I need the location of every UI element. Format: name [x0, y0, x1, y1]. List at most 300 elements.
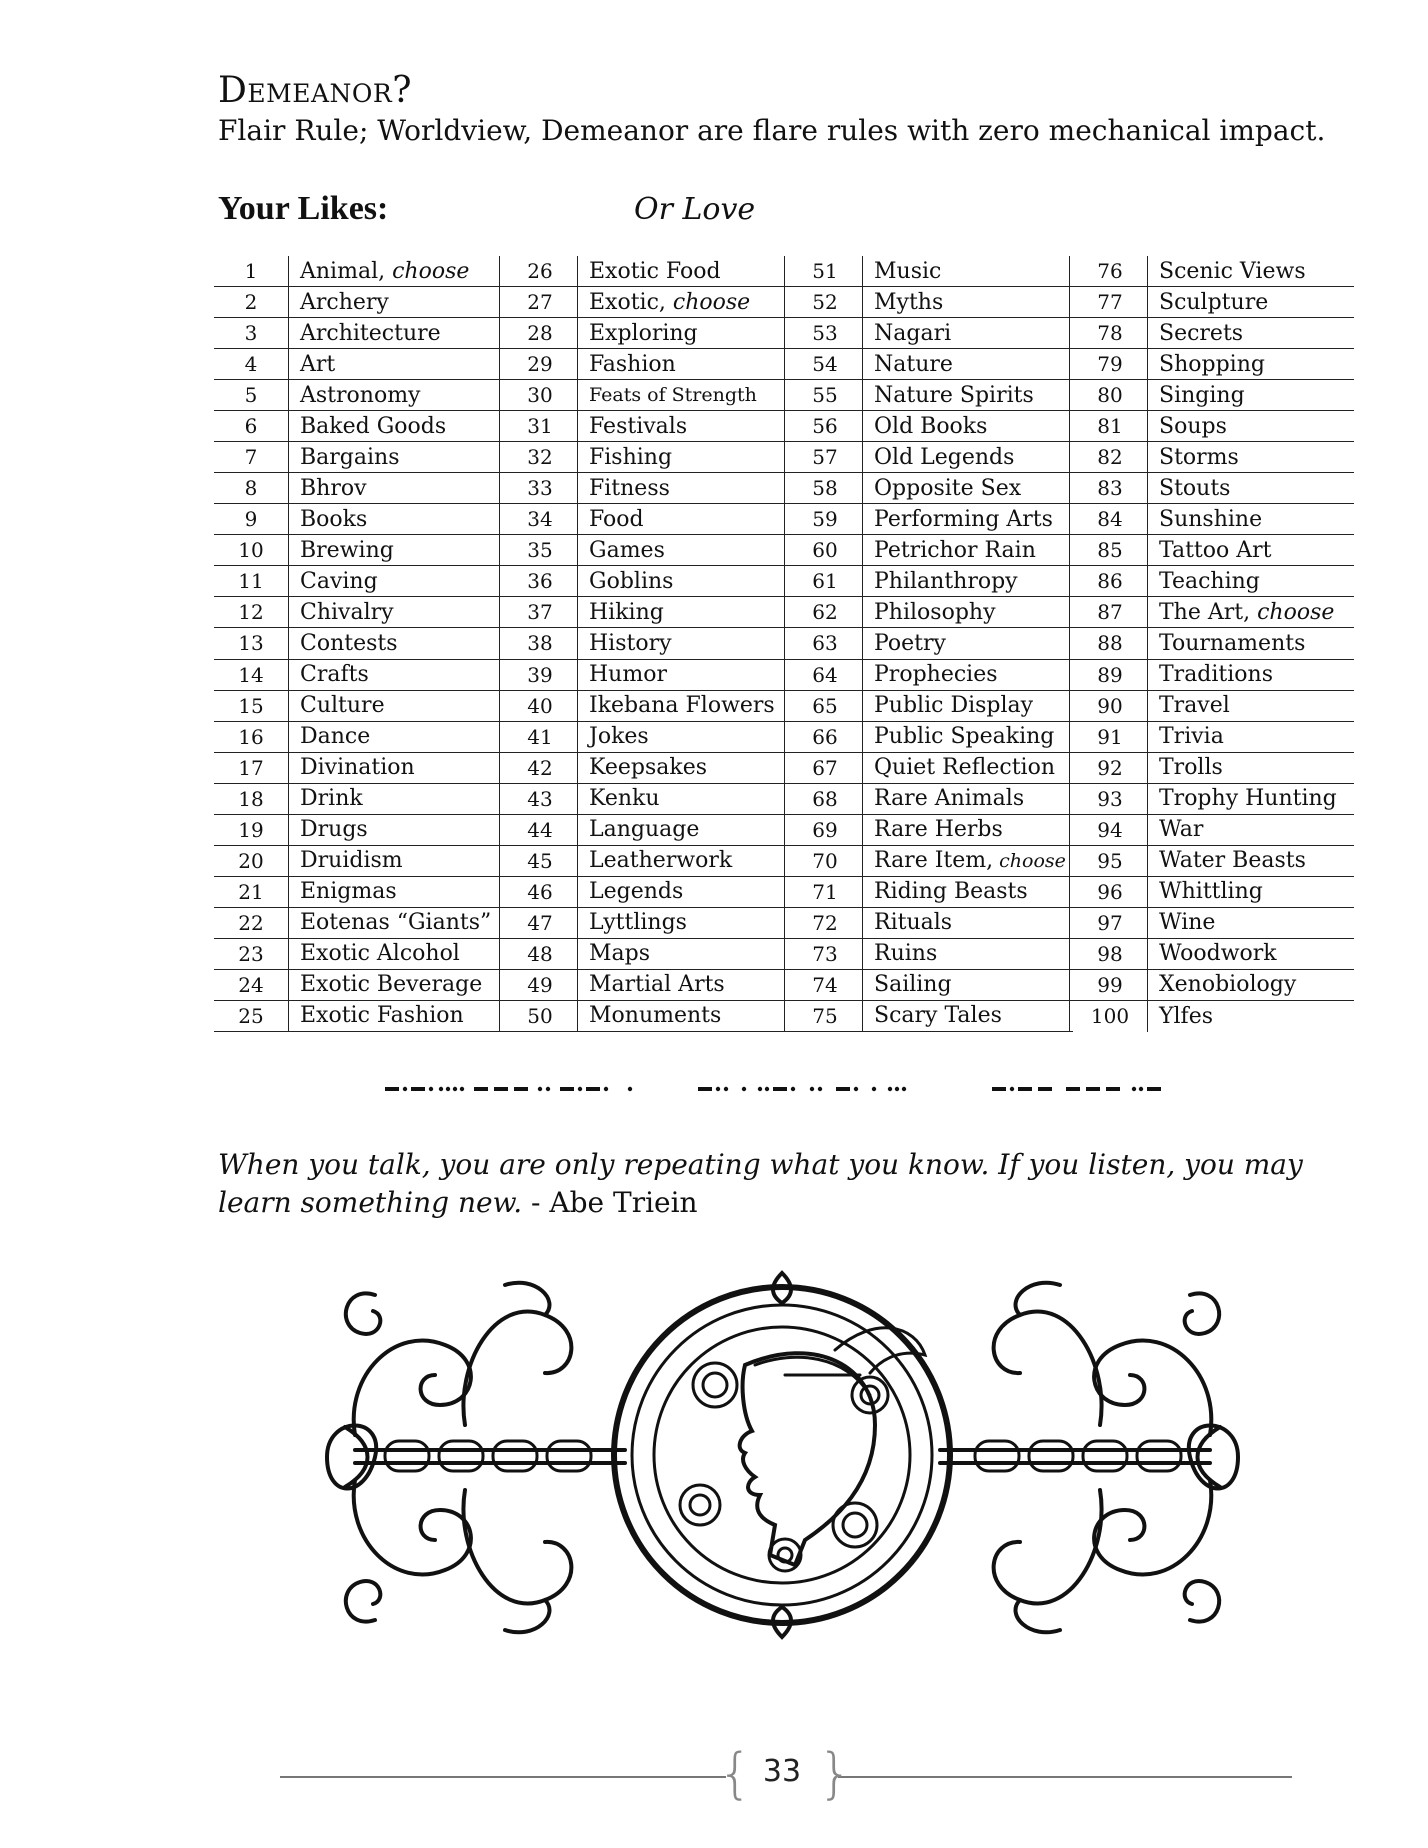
like-number: 100: [1090, 1004, 1130, 1029]
like-label-text: Opposite Sex: [874, 475, 1022, 501]
like-label: [288, 535, 394, 565]
page-number: 33: [762, 1754, 802, 1789]
like-label-text: Ruins: [874, 941, 938, 967]
right-brace-icon: }: [818, 1742, 853, 1805]
like-number: 45: [527, 848, 553, 873]
like-number: 76: [1097, 259, 1123, 284]
like-label: [288, 473, 367, 503]
like-label: [577, 411, 687, 441]
like-label: [577, 877, 683, 907]
like-label: [288, 504, 367, 534]
or-love-subtitle: Or Love: [634, 192, 756, 227]
table-row: [214, 784, 503, 815]
like-number: 64: [812, 662, 838, 687]
like-label-text: Fitness: [589, 475, 670, 501]
like-label: [288, 628, 398, 658]
table-row: [1073, 753, 1354, 784]
like-label: [288, 939, 460, 969]
table-row: [1073, 287, 1354, 318]
table-row: [214, 318, 503, 349]
likes-table: [214, 256, 1354, 1032]
table-row: [1073, 939, 1354, 970]
quote-text: When you talk, you are only repeating what you know. If you listen, you may learn something new.: [218, 1148, 1303, 1219]
like-label-text: Contests: [300, 630, 398, 656]
like-number: 36: [527, 569, 553, 594]
table-row: [1073, 349, 1354, 380]
like-number: 92: [1097, 755, 1123, 780]
like-label-text: Ylfes: [1159, 1003, 1214, 1029]
like-label: [577, 597, 664, 627]
table-row: [503, 722, 788, 753]
like-number: 41: [527, 724, 553, 749]
table-row: [788, 753, 1073, 784]
like-number: 80: [1097, 383, 1123, 408]
like-number: 20: [238, 848, 264, 873]
like-label-text: Lyttlings: [589, 910, 687, 936]
like-number: 40: [527, 693, 553, 718]
like-label-text: Leatherwork: [589, 848, 733, 874]
table-row: [788, 722, 1073, 753]
like-label-text: Architecture: [300, 320, 441, 346]
like-label-text: Woodwork: [1159, 941, 1277, 967]
table-row: [214, 939, 503, 970]
like-number: 33: [527, 476, 553, 501]
like-label: [1147, 504, 1262, 534]
like-label-text: Trophy Hunting: [1159, 786, 1337, 812]
table-row: [214, 411, 503, 442]
like-number: 86: [1097, 569, 1123, 594]
like-number: 85: [1097, 538, 1123, 563]
table-row: [503, 1001, 788, 1032]
like-label: [1147, 566, 1260, 596]
table-row: [788, 815, 1073, 846]
table-row: [214, 256, 503, 287]
like-label-text: Enigmas: [300, 879, 397, 905]
like-label-text: Trivia: [1159, 724, 1224, 750]
table-row: [503, 846, 788, 877]
table-row: [503, 597, 788, 628]
like-label: [288, 660, 369, 690]
like-label: [1147, 535, 1272, 565]
like-number: 51: [812, 259, 838, 284]
table-row: [503, 660, 788, 691]
like-label-text: Xenobiology: [1159, 972, 1297, 998]
like-label-text: Quiet Reflection: [874, 755, 1055, 781]
like-label-text: Chivalry: [300, 599, 394, 625]
like-number: 61: [812, 569, 838, 594]
like-label-text: Sculpture: [1159, 289, 1269, 315]
like-number: 25: [238, 1003, 264, 1028]
like-label: [1147, 877, 1263, 907]
like-label-choose: choose: [385, 258, 470, 284]
like-label-text: Public Speaking: [874, 724, 1055, 750]
like-number: 93: [1097, 786, 1123, 811]
like-label: [577, 349, 676, 379]
like-label-text: Secrets: [1159, 320, 1244, 346]
like-number: 26: [527, 259, 553, 284]
table-row: [1073, 784, 1354, 815]
table-row: [788, 287, 1073, 318]
like-number: 87: [1097, 600, 1123, 625]
like-label-text: Singing: [1159, 382, 1245, 408]
like-number: 38: [527, 631, 553, 656]
table-row: [788, 908, 1073, 939]
like-label-text: Sailing: [874, 972, 952, 998]
table-row: [788, 504, 1073, 535]
like-label: [1147, 660, 1273, 690]
like-label-text: Music: [874, 258, 942, 284]
table-row: [214, 442, 503, 473]
like-number: 55: [812, 383, 838, 408]
like-label: [288, 1001, 464, 1031]
like-label-text: Bhrov: [300, 475, 367, 501]
table-row: [788, 597, 1073, 628]
like-label: [862, 815, 1003, 845]
like-label-text: Caving: [300, 568, 378, 594]
like-label-text: Water Beasts: [1159, 848, 1306, 874]
like-label: [577, 566, 673, 596]
like-label: [288, 287, 389, 317]
like-label-text: Rare Herbs: [874, 817, 1003, 843]
like-number: 46: [527, 879, 553, 904]
like-label-text: Kenku: [589, 786, 660, 812]
like-number: 90: [1097, 693, 1123, 718]
like-number: 84: [1097, 507, 1123, 532]
table-row: [503, 349, 788, 380]
like-number: 81: [1097, 414, 1123, 439]
quote: [218, 1146, 1338, 1222]
table-row: [788, 691, 1073, 722]
like-number: 4: [244, 352, 258, 377]
like-label-text: History: [589, 630, 672, 656]
like-number: 50: [527, 1003, 553, 1028]
like-number: 43: [527, 786, 553, 811]
table-row: [788, 566, 1073, 597]
like-label: [577, 939, 650, 969]
like-label: [577, 1001, 721, 1031]
like-label: [862, 753, 1055, 783]
like-number: 67: [812, 755, 838, 780]
like-number: 15: [238, 693, 264, 718]
like-label: [288, 722, 370, 752]
table-row: [788, 411, 1073, 442]
table-row: [1073, 846, 1354, 877]
table-row: [1073, 908, 1354, 939]
like-label: [288, 349, 335, 379]
like-label-text: Riding Beasts: [874, 879, 1028, 905]
like-label-text: Food: [589, 506, 644, 532]
table-row: [1073, 660, 1354, 691]
like-number: 44: [527, 817, 553, 842]
like-label: [577, 846, 732, 876]
table-row: [1073, 504, 1354, 535]
like-number: 42: [527, 755, 553, 780]
table-row: [214, 815, 503, 846]
like-label: [862, 846, 1066, 876]
like-number: 63: [812, 631, 838, 656]
like-label: [288, 380, 420, 410]
like-label-text: Performing Arts: [874, 506, 1053, 532]
like-label: [862, 349, 953, 379]
like-number: 18: [238, 786, 264, 811]
table-row: [788, 473, 1073, 504]
like-number: 99: [1097, 972, 1123, 997]
like-label-text: Legends: [589, 879, 684, 905]
like-label-text: Poetry: [874, 630, 946, 656]
table-row: [788, 380, 1073, 411]
like-label-text: Rare Item,: [874, 848, 994, 874]
table-row: [214, 349, 503, 380]
like-label: [577, 473, 670, 503]
like-number: 97: [1097, 910, 1123, 935]
like-label: [862, 691, 1033, 721]
like-label: [1147, 349, 1265, 379]
like-label-text: Drugs: [300, 817, 368, 843]
like-label: [862, 442, 1014, 472]
table-row: [214, 628, 503, 659]
like-label-text: Hiking: [589, 599, 664, 625]
like-label: [1147, 722, 1224, 752]
table-row: [214, 908, 503, 939]
like-label-choose: choose: [1250, 599, 1335, 625]
table-row: [503, 442, 788, 473]
like-label-text: Art: [300, 351, 336, 377]
table-row: [1073, 597, 1354, 628]
like-label-text: Sunshine: [1159, 506, 1263, 532]
table-row: [503, 691, 788, 722]
like-label-text: Fashion: [589, 351, 676, 377]
like-number: 9: [244, 507, 258, 532]
like-label-text: Keepsakes: [589, 755, 708, 781]
like-number: 19: [238, 817, 264, 842]
like-label: [1147, 691, 1230, 721]
like-label: [288, 846, 403, 876]
table-row: [503, 535, 788, 566]
like-label: [288, 691, 385, 721]
table-row: [503, 504, 788, 535]
table-row: [214, 1001, 503, 1032]
like-label-text: Rare Animals: [874, 786, 1025, 812]
like-number: 53: [812, 321, 838, 346]
like-label-text: Scary Tales: [874, 1003, 1002, 1029]
like-label-text: Druidism: [300, 848, 403, 874]
like-number: 73: [812, 941, 838, 966]
like-number: 68: [812, 786, 838, 811]
like-number: 23: [238, 941, 264, 966]
table-row: [503, 628, 788, 659]
like-label: [288, 970, 482, 1000]
like-label: [288, 908, 491, 938]
like-label-text: Monuments: [589, 1003, 722, 1029]
like-label: [862, 473, 1021, 503]
like-label-text: Divination: [300, 755, 415, 781]
table-row: [1073, 722, 1354, 753]
table-row: [1073, 815, 1354, 846]
like-number: 7: [244, 445, 258, 470]
like-label-text: Tournaments: [1159, 630, 1306, 656]
like-number: 91: [1097, 724, 1123, 749]
like-label-text: Exotic Food: [589, 258, 721, 284]
like-number: 94: [1097, 817, 1123, 842]
like-number: 79: [1097, 352, 1123, 377]
like-label-text: Culture: [300, 693, 385, 719]
like-number: 21: [238, 879, 264, 904]
like-label-text: Brewing: [300, 537, 394, 563]
table-row: [788, 660, 1073, 691]
table-row: [788, 628, 1073, 659]
like-label: [1147, 846, 1306, 876]
like-number: 34: [527, 507, 553, 532]
like-label: [862, 939, 937, 969]
like-label: [577, 628, 672, 658]
table-row: [503, 318, 788, 349]
like-number: 77: [1097, 290, 1123, 315]
like-number: 49: [527, 972, 553, 997]
table-row: [1073, 628, 1354, 659]
like-label: [1147, 970, 1296, 1000]
like-label: [288, 566, 378, 596]
like-label: [862, 287, 943, 317]
table-row: [503, 256, 788, 287]
like-number: 35: [527, 538, 553, 563]
like-number: 60: [812, 538, 838, 563]
like-number: 16: [238, 724, 264, 749]
like-number: 98: [1097, 941, 1123, 966]
table-row: [214, 535, 503, 566]
table-row: [503, 411, 788, 442]
like-label: [288, 411, 446, 441]
table-row: [1073, 442, 1354, 473]
table-row: [503, 815, 788, 846]
like-number: 10: [238, 538, 264, 563]
like-label: [577, 504, 644, 534]
like-number: 95: [1097, 848, 1123, 873]
like-number: 75: [812, 1003, 838, 1028]
like-label: [577, 287, 750, 317]
like-label: [862, 784, 1024, 814]
like-label-text: Philosophy: [874, 599, 996, 625]
like-label: [288, 784, 363, 814]
table-row: [214, 753, 503, 784]
like-label: [862, 256, 941, 286]
table-row: [503, 970, 788, 1001]
intro-text: Flair Rule; Worldview, Demeanor are flare rules with zero mechanical impact.: [218, 114, 1326, 147]
table-row: [214, 287, 503, 318]
table-row: [788, 970, 1073, 1001]
like-number: 6: [244, 414, 258, 439]
like-label-text: Myths: [874, 289, 944, 315]
table-row: [503, 287, 788, 318]
like-number: 32: [527, 445, 553, 470]
like-label: [862, 722, 1054, 752]
like-label: [1147, 473, 1230, 503]
like-number: 96: [1097, 879, 1123, 904]
table-row: [214, 970, 503, 1001]
like-label: [577, 753, 707, 783]
table-row: [214, 566, 503, 597]
like-number: 52: [812, 290, 838, 315]
like-number: 54: [812, 352, 838, 377]
like-label-text: Dance: [300, 724, 371, 750]
like-label-text: Nature Spirits: [874, 382, 1034, 408]
like-label: [1147, 380, 1245, 410]
like-label-text: Books: [300, 506, 368, 532]
like-label-text: Fishing: [589, 444, 673, 470]
like-label: [862, 411, 987, 441]
like-label-text: Tattoo Art: [1159, 537, 1272, 563]
table-row: [1073, 535, 1354, 566]
like-number: 2: [244, 290, 258, 315]
like-label: [577, 442, 672, 472]
table-row: [503, 566, 788, 597]
like-number: 59: [812, 507, 838, 532]
like-number: 66: [812, 724, 838, 749]
like-label-text: Astronomy: [300, 382, 421, 408]
table-row: [1073, 411, 1354, 442]
like-label-text: Humor: [589, 662, 667, 688]
like-label-text: Trolls: [1159, 755, 1223, 781]
like-label-text: Exotic Fashion: [300, 1003, 464, 1029]
like-label-choose: choose: [665, 289, 751, 315]
like-number: 71: [812, 879, 838, 904]
table-row: [214, 722, 503, 753]
table-row: [214, 597, 503, 628]
table-row: [1073, 380, 1354, 411]
like-label: [862, 970, 952, 1000]
like-label-text: Ikebana Flowers: [589, 693, 775, 719]
like-label-text: Maps: [589, 941, 651, 967]
table-row: [788, 846, 1073, 877]
like-label-text: Exotic Beverage: [300, 972, 483, 998]
like-label-text: Shopping: [1159, 351, 1265, 377]
table-row: [214, 504, 503, 535]
table-row: [214, 380, 503, 411]
like-label: [1147, 318, 1243, 348]
like-label-choose: choose: [993, 849, 1066, 872]
table-row: [214, 846, 503, 877]
like-number: 88: [1097, 631, 1123, 656]
table-row: [503, 939, 788, 970]
table-row: [1073, 691, 1354, 722]
like-label: [1147, 442, 1239, 472]
table-row: [788, 939, 1073, 970]
like-label-text: Teaching: [1159, 568, 1260, 594]
like-label: [577, 256, 721, 286]
like-number: 56: [812, 414, 838, 439]
like-label-text: Old Books: [874, 413, 988, 439]
like-label: [862, 660, 998, 690]
like-label-text: Animal,: [300, 258, 386, 284]
like-label-text: Feats of Strength: [589, 384, 757, 407]
like-number: 47: [527, 910, 553, 935]
like-number: 5: [244, 383, 258, 408]
table-row: [1073, 970, 1354, 1001]
like-label: [862, 380, 1034, 410]
table-row: [788, 1001, 1073, 1032]
like-label: [577, 691, 775, 721]
quote-attribution: - Abe Triein: [522, 1186, 698, 1219]
like-label: [862, 1001, 1002, 1031]
like-number: 29: [527, 352, 553, 377]
like-label-text: Rituals: [874, 910, 953, 936]
like-label-text: Whittling: [1159, 879, 1263, 905]
table-row: [788, 535, 1073, 566]
like-label: [1147, 1001, 1213, 1032]
like-label: [862, 628, 946, 658]
table-row: [503, 784, 788, 815]
like-label-text: Language: [589, 817, 700, 843]
like-number: 3: [244, 321, 258, 346]
